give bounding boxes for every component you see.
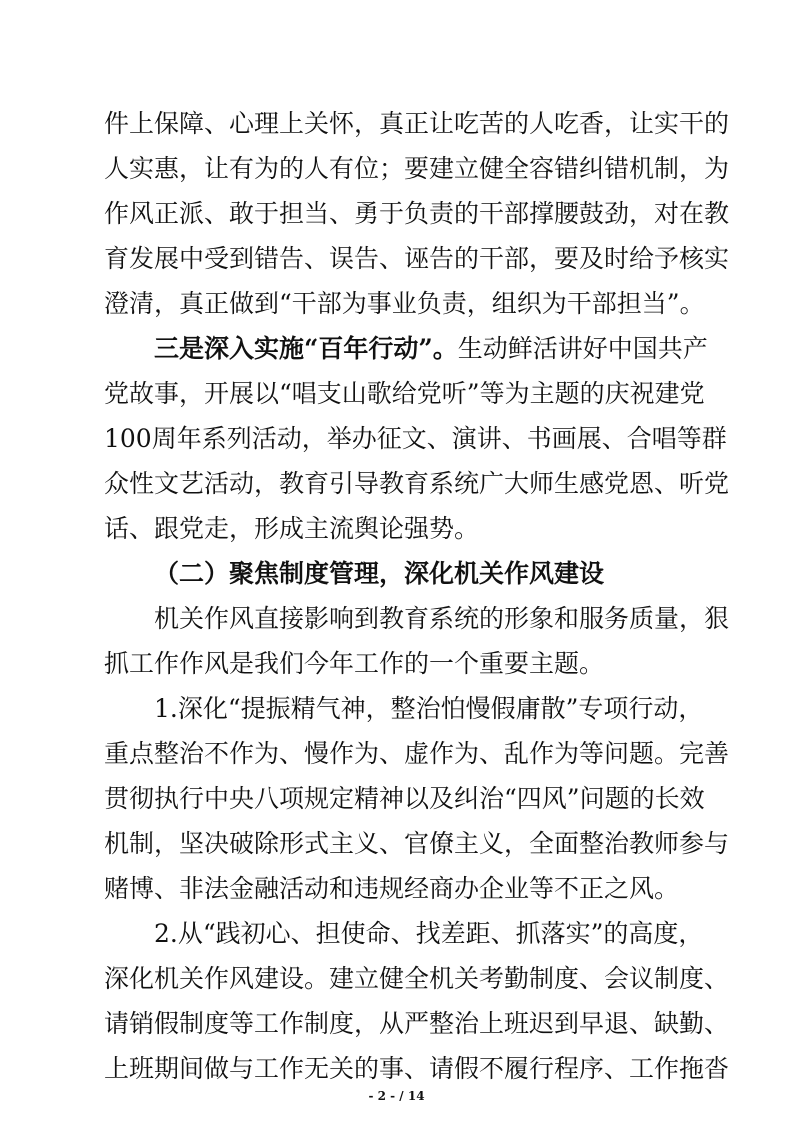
paragraph-line: 党故事，开展以“唱支山歌给党听”等为主题的庆祝建党 xyxy=(104,379,705,408)
paragraph-line: 作风正派、敢于担当、勇于负责的干部撑腰鼓劲，对在教 xyxy=(104,199,730,228)
paragraph-line: 件上保障、心理上关怀，真正让吃苦的人吃香，让实干的 xyxy=(104,109,730,138)
paragraph-line: 人实惠，让有为的人有位；要建立健全容错纠错机制，为 xyxy=(104,154,730,183)
paragraph-line: 1.深化“提振精气神，整治怕慢假庸散”专项行动， xyxy=(154,694,704,723)
section-heading: （二）聚焦制度管理，深化机关作风建设 xyxy=(154,559,605,588)
paragraph-line: 赌博、非法金融活动和违规经商办企业等不正之风。 xyxy=(104,874,680,903)
paragraph-line: 上班期间做与工作无关的事、请假不履行程序、工作拖沓 xyxy=(104,1054,730,1083)
paragraph-line: 请销假制度等工作制度，从严整治上班迟到早退、缺勤、 xyxy=(104,1009,730,1038)
paragraph-line: 机制，坚决破除形式主义、官僚主义，全面整治教师参与 xyxy=(104,829,730,858)
section-lead-bold: 三是深入实施“百年行动”。 xyxy=(154,334,458,363)
paragraph-line: 100周年系列活动，举办征文、演讲、书画展、合唱等群 xyxy=(104,424,727,453)
paragraph-line: 贯彻执行中央八项规定精神以及纠治“四风”问题的长效 xyxy=(104,784,705,813)
paragraph-line: 三是深入实施“百年行动”。生动鲜活讲好中国共产 xyxy=(154,334,708,363)
paragraph-line: 话、跟党走，形成主流舆论强势。 xyxy=(104,514,480,543)
paragraph-line: 育发展中受到错告、误告、诬告的干部，要及时给予核实 xyxy=(104,244,730,273)
paragraph-line: 澄清，真正做到“干部为事业负责，组织为干部担当”。 xyxy=(104,289,705,318)
paragraph-line: 机关作风直接影响到教育系统的形象和服务质量，狠 xyxy=(154,604,730,633)
page-number: - 2 - / 14 xyxy=(368,1089,425,1103)
paragraph-line: 众性文艺活动，教育引导教育系统广大师生感党恩、听党 xyxy=(104,469,730,498)
paragraph-line: 抓工作作风是我们今年工作的一个重要主题。 xyxy=(104,649,605,678)
paragraph-line: 2.从“践初心、担使命、找差距、抓落实”的高度， xyxy=(154,919,704,948)
paragraph-line: 重点整治不作为、慢作为、虚作为、乱作为等问题。完善 xyxy=(104,739,730,768)
paragraph-line: 深化机关作风建设。建立健全机关考勤制度、会议制度、 xyxy=(104,964,730,993)
